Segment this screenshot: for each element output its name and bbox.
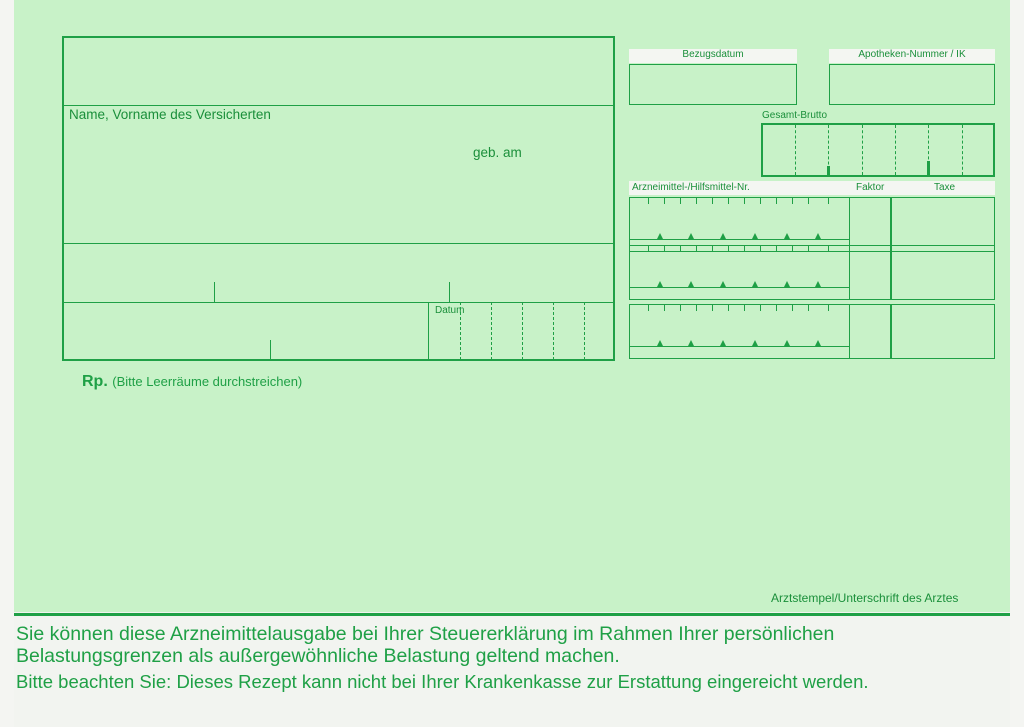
gesamt-brutto-label: Gesamt-Brutto — [762, 110, 828, 121]
marker-icon — [815, 233, 821, 239]
date-digit-separator — [584, 302, 585, 360]
digit-tick — [664, 245, 665, 252]
digit-tick — [712, 245, 713, 252]
apotheken-field[interactable] — [829, 64, 995, 105]
marker-icon — [815, 281, 821, 287]
digit-tick — [648, 245, 649, 252]
date-digit-separator — [553, 302, 554, 360]
taxe-field — [891, 304, 995, 359]
digit-tick — [792, 197, 793, 204]
marker-icon — [752, 340, 758, 346]
digit-tick — [808, 304, 809, 311]
notice-line-3: Bitte beachten Sie: Dieses Rezept kann nicht bei Ihrer Krankenkasse zur Erstattung eingereicht werden. — [16, 671, 869, 692]
digit-tick — [828, 197, 829, 204]
faktor-label: Faktor — [856, 182, 885, 193]
marker-icon — [752, 233, 758, 239]
rp-label: Rp. — [82, 373, 108, 390]
patient-box — [62, 36, 615, 361]
digit-tick — [680, 304, 681, 311]
marker-icon — [720, 281, 726, 287]
digit-tick — [776, 245, 777, 252]
marker-icon — [784, 281, 790, 287]
digit-tick — [744, 245, 745, 252]
marker-icon — [688, 340, 694, 346]
date-field-border — [428, 302, 429, 360]
signature-label: Arztstempel/Unterschrift des Arztes — [771, 591, 959, 605]
row-baseline — [629, 346, 850, 347]
digit-tick — [760, 245, 761, 252]
arzneimittel-label: Arzneimittel-/Hilfsmittel-Nr. — [632, 182, 750, 193]
digit-tick — [728, 245, 729, 252]
gesamt-brutto-field[interactable] — [761, 123, 995, 177]
digit-tick — [808, 197, 809, 204]
digit-tick — [744, 197, 745, 204]
digit-tick — [664, 304, 665, 311]
pzn-field — [629, 304, 850, 359]
digit-separator — [862, 125, 863, 175]
digit-tick — [680, 245, 681, 252]
marker-icon — [720, 233, 726, 239]
bezugsdatum-field[interactable] — [629, 64, 797, 105]
divider — [63, 243, 614, 244]
date-digit-separator — [491, 302, 492, 360]
marker-icon — [688, 281, 694, 287]
digit-tick — [648, 304, 649, 311]
rp-line — [82, 373, 302, 391]
row-baseline — [629, 239, 850, 240]
digit-tick — [828, 245, 829, 252]
digit-tick — [696, 197, 697, 204]
marker-icon — [784, 340, 790, 346]
faktor-field — [849, 304, 891, 359]
date-digit-separator — [460, 302, 461, 360]
decimal-marker — [827, 166, 830, 175]
digit-tick — [664, 197, 665, 204]
digit-tick — [696, 245, 697, 252]
insured-name-label: Name, Vorname des Versicherten — [69, 107, 271, 122]
date-digit-separator — [522, 302, 523, 360]
divider — [63, 302, 614, 303]
digit-tick — [760, 304, 761, 311]
marker-icon — [784, 233, 790, 239]
marker-icon — [657, 281, 663, 287]
digit-tick — [776, 304, 777, 311]
digit-separator — [962, 125, 963, 175]
digit-separator — [795, 125, 796, 175]
marker-icon — [815, 340, 821, 346]
row-baseline — [629, 287, 850, 288]
digit-tick — [728, 304, 729, 311]
digit-tick — [712, 197, 713, 204]
bezugsdatum-label: Bezugsdatum — [682, 49, 744, 60]
digit-tick — [792, 304, 793, 311]
faktor-field — [849, 245, 891, 300]
digit-tick — [728, 197, 729, 204]
pzn-field — [629, 197, 850, 252]
digit-tick — [744, 304, 745, 311]
taxe-field — [891, 197, 995, 252]
digit-tick — [828, 304, 829, 311]
digit-tick — [680, 197, 681, 204]
marker-icon — [752, 281, 758, 287]
date-label: Datum — [435, 305, 465, 316]
field-separator — [270, 340, 271, 360]
digit-tick — [648, 197, 649, 204]
digit-tick — [712, 304, 713, 311]
notice-divider — [14, 613, 1010, 616]
taxe-label: Taxe — [934, 182, 956, 193]
taxe-field — [891, 245, 995, 300]
digit-tick — [792, 245, 793, 252]
marker-icon — [720, 340, 726, 346]
faktor-field — [849, 197, 891, 252]
digit-separator — [895, 125, 896, 175]
divider — [63, 105, 614, 106]
birth-date-label: geb. am — [473, 145, 522, 160]
marker-icon — [657, 233, 663, 239]
digit-tick — [808, 245, 809, 252]
notice-line-1: Sie können diese Arzneimittelausgabe bei Ihrer Steuererklärung im Rahmen Ihrer persönlichen — [16, 623, 835, 645]
digit-tick — [696, 304, 697, 311]
digit-tick — [776, 197, 777, 204]
apotheken-label: Apotheken-Nummer / IK — [858, 49, 966, 60]
pzn-field — [629, 245, 850, 300]
notice-line-2: Belastungsgrenzen als außergewöhnliche Belastung geltend machen. — [16, 645, 620, 667]
digit-tick — [760, 197, 761, 204]
marker-icon — [688, 233, 694, 239]
rp-hint: (Bitte Leerräume durchstreichen) — [112, 374, 303, 389]
decimal-marker — [927, 161, 930, 175]
field-separator — [449, 282, 450, 302]
marker-icon — [657, 340, 663, 346]
field-separator — [214, 282, 215, 302]
